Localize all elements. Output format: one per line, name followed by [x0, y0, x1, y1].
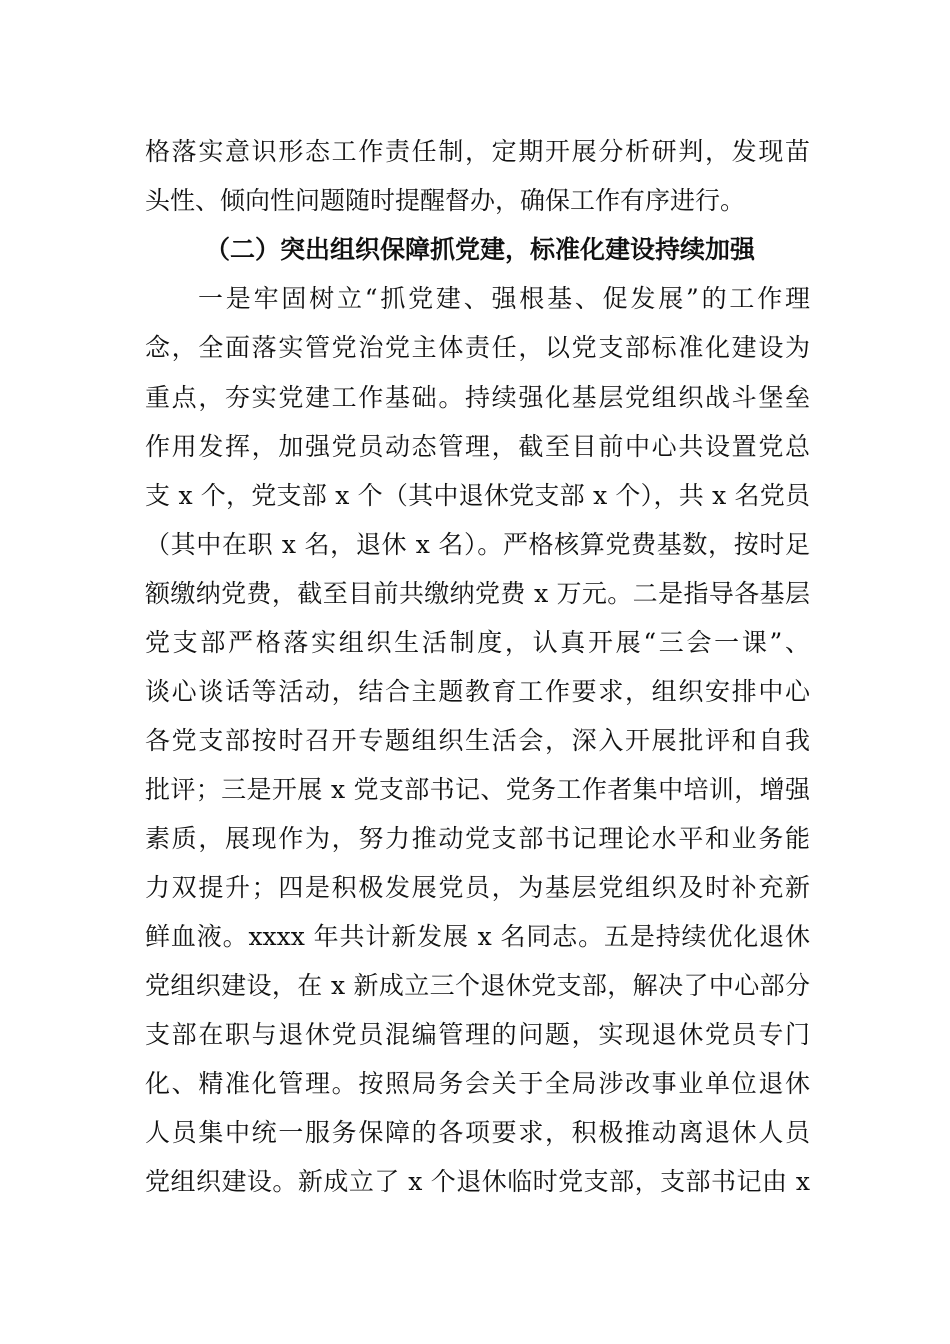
paragraph-line: 格落实意识形态工作责任制，定期开展分析研判，发现苗 — [145, 137, 810, 166]
paragraph-line: 力双提升；四是积极发展党员，为基层党组织及时补充新 — [145, 873, 810, 902]
paragraph-line: 作用发挥，加强党员动态管理，截至目前中心共设置党总 — [145, 432, 810, 461]
paragraph-line: 党组织建设，在 x 新成立三个退休党支部，解决了中心部分 — [145, 971, 810, 1000]
paragraph-line: 化、精准化管理。按照局务会关于全局涉改事业单位退休 — [145, 1069, 810, 1098]
paragraph-line: 鲜血液。xxxx 年共计新发展 x 名同志。五是持续优化退休 — [145, 922, 810, 951]
paragraph-line: 党支部严格落实组织生活制度，认真开展“三会一课”、 — [145, 628, 810, 657]
paragraph-line: 谈心谈话等活动，结合主题教育工作要求，组织安排中心 — [145, 677, 810, 706]
paragraph-line: 念，全面落实管党治党主体责任，以党支部标准化建设为 — [145, 333, 810, 362]
paragraph-line: 支部在职与退休党员混编管理的问题，实现退休党员专门 — [145, 1020, 810, 1049]
paragraph-line: 各党支部按时召开专题组织生活会，深入开展批评和自我 — [145, 726, 810, 755]
paragraph-line: 素质，展现作为，努力推动党支部书记理论水平和业务能 — [145, 824, 810, 853]
section-heading: （二）突出组织保障抓党建，标准化建设持续加强 — [205, 235, 756, 264]
paragraph-line: 党组织建设。新成立了 x 个退休临时党支部，支部书记由 x — [145, 1167, 810, 1196]
paragraph-line: 头性、倾向性问题随时提醒督办，确保工作有序进行。 — [145, 186, 746, 215]
paragraph-line: 额缴纳党费，截至目前共缴纳党费 x 万元。二是指导各基层 — [145, 579, 810, 608]
paragraph-line: （其中在职 x 名，退休 x 名）。严格核算党费基数，按时足 — [145, 530, 810, 559]
paragraph-line: 一是牢固树立“抓党建、强根基、促发展”的工作理 — [198, 284, 810, 313]
paragraph-line: 重点，夯实党建工作基础。持续强化基层党组织战斗堡垒 — [145, 383, 810, 412]
paragraph-line: 人员集中统一服务保障的各项要求，积极推动离退休人员 — [145, 1118, 810, 1147]
paragraph-line: 支 x 个，党支部 x 个（其中退休党支部 x 个），共 x 名党员 — [145, 481, 810, 510]
paragraph-line: 批评；三是开展 x 党支部书记、党务工作者集中培训，增强 — [145, 775, 810, 804]
